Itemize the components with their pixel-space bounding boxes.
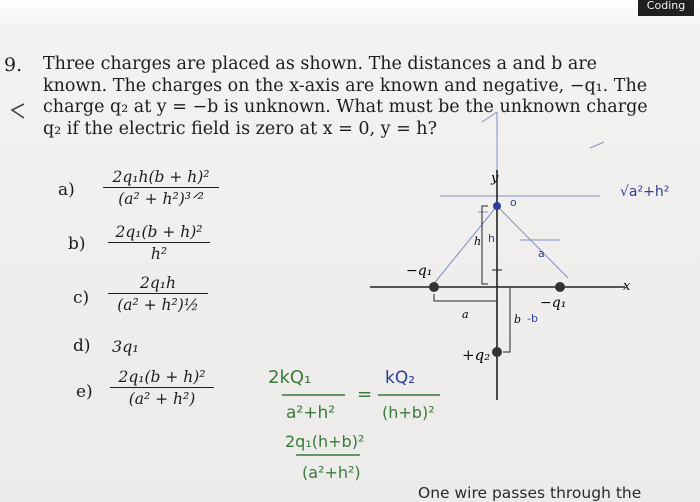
right-charge-label: −q₁: [540, 295, 567, 311]
distance-a-label: a: [462, 308, 469, 321]
option-b-numerator: 2q₁(b + h)²: [115, 223, 203, 241]
pen-sqrt-note: √a²+h²: [620, 184, 670, 200]
option-e-denominator: (a² + h²): [128, 390, 196, 408]
option-b-denominator: h²: [150, 245, 168, 263]
pen-a-note: a: [538, 247, 545, 260]
distance-b-label: b: [514, 313, 522, 326]
option-e-label: e): [76, 382, 93, 402]
hand-equals: =: [357, 384, 373, 405]
hand-lhs-numerator: 2kQ₁: [268, 367, 312, 388]
left-charge-dot: [429, 282, 439, 292]
x-axis-label: x: [623, 279, 631, 294]
distance-b-bracket: [503, 287, 510, 352]
hand-lhs-denominator: a²+h²: [286, 403, 336, 423]
hand-rhs-denominator: (h+b)²: [382, 403, 435, 422]
question-text: Three charges are placed as shown. The distances a and b are known. The charges on the x-axis are known and negative, −q₁. The charge q₂ at y = −b is unknown. What must be the unknown charge q₂ if the electric field is zero at x = 0, y = h?: [43, 54, 648, 139]
bottom-charge-label: +q₂: [462, 346, 491, 364]
option-d-label: d): [73, 336, 91, 356]
right-charge-dot: [555, 282, 565, 292]
option-c-numerator: 2q₁h: [140, 274, 176, 292]
option-c-label: c): [73, 288, 90, 308]
margin-mark: [12, 104, 24, 118]
next-question-fragment: One wire passes through the: [418, 484, 642, 502]
option-a-denominator: (a² + h²)³ᐟ²: [118, 190, 204, 208]
bottom-charge-dot: [492, 347, 502, 357]
pen-b-note: -b: [527, 312, 538, 325]
pen-h-note: h: [488, 232, 495, 245]
pen-o-note: o: [510, 196, 517, 209]
hand-line2-numerator: 2q₁(h+b)²: [285, 432, 365, 451]
option-a-label: a): [58, 180, 75, 200]
distance-h-label: h: [474, 235, 482, 248]
pen-sketch: [432, 112, 604, 286]
distance-a-bracket: [434, 294, 497, 301]
origin-point-dot: [493, 202, 501, 210]
corner-tab: Coding: [638, 0, 694, 16]
hand-rhs-numerator: kQ₂: [385, 368, 416, 388]
question-number: 9.: [4, 54, 23, 76]
option-c-denominator: (a² + h²)½: [117, 296, 199, 314]
left-charge-label: −q₁: [406, 263, 433, 279]
y-axis-label: y: [491, 171, 499, 186]
option-b-label: b): [68, 234, 86, 254]
option-e-numerator: 2q₁(b + h)²: [118, 368, 206, 386]
option-d-value: 3q₁: [112, 337, 139, 356]
hand-line2-denominator: (a²+h²): [302, 463, 361, 482]
option-a-numerator: 2q₁h(b + h)²: [112, 168, 210, 186]
